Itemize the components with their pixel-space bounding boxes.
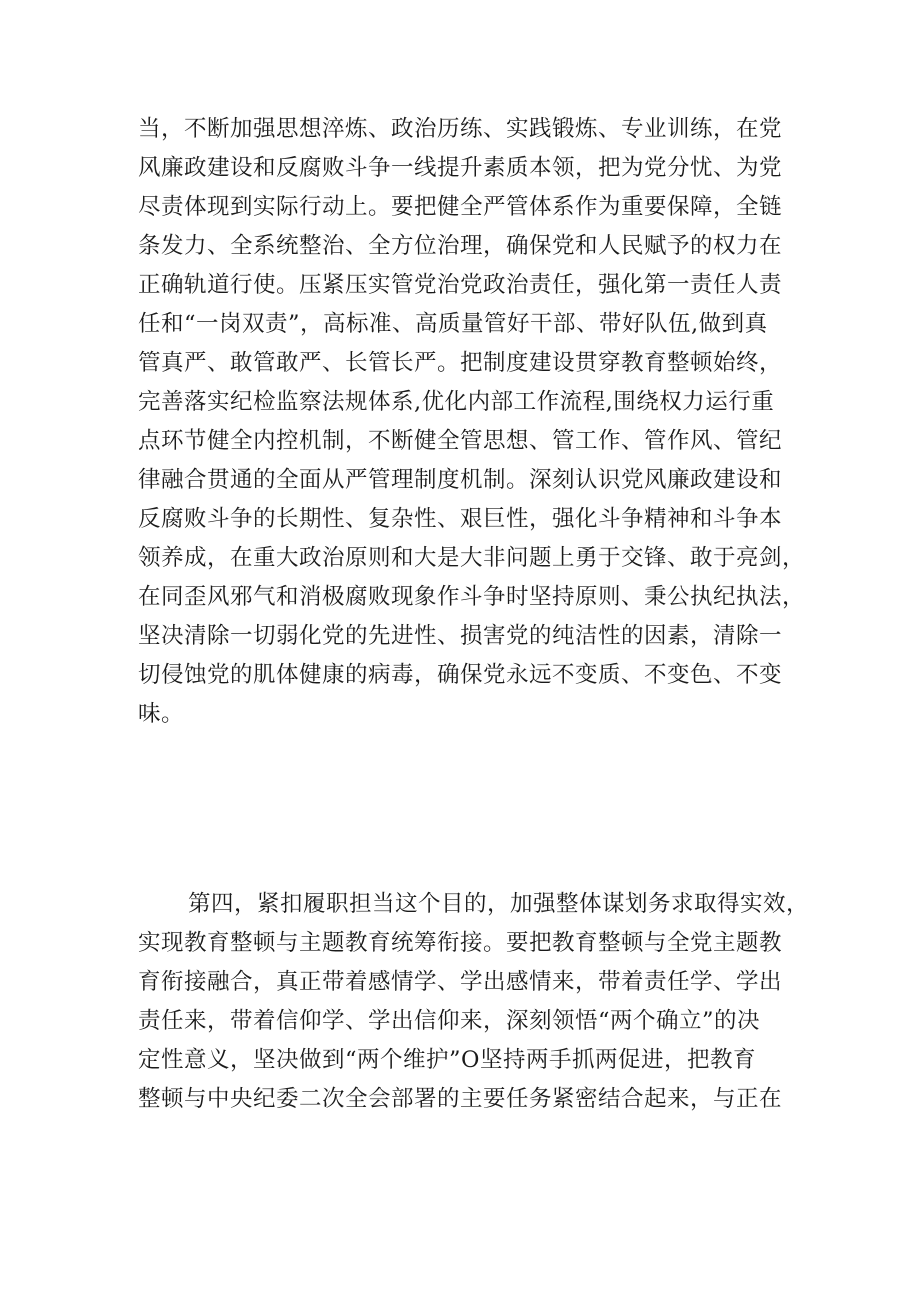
text-line: 切侵蚀党的肌体健康的病毒，确保党永远不变质、不变色、不变: [138, 662, 783, 688]
text-line: 条发力、全系统整治、全方位治理，确保党和人民赋予的权力在: [138, 233, 783, 259]
text-line: 点环节健全内控机制，不断健全管思想、管工作、管作风、管纪: [138, 428, 783, 454]
text-line: 反腐败斗争的长期性、复杂性、艰巨性，强化斗争精神和斗争本: [138, 506, 783, 532]
text-line: 在同歪风邪气和消极腐败现象作斗争时坚持原则、秉公执纪执法，: [138, 584, 806, 610]
text-line: 完善落实纪检监察法规体系,优化内部工作流程,围绕权力运行重: [138, 389, 775, 415]
paragraph-fourth-point: [138, 885, 810, 1119]
text-line: 整顿与中央纪委二次全会部署的主要任务紧密结合起来，与正在: [138, 1086, 783, 1112]
text-line: 领养成，在重大政治原则和大是大非问题上勇于交锋、敢于亮剑，: [138, 545, 806, 571]
text-line: 风廉政建设和反腐败斗争一线提升素质本领，把为党分忧、为党: [138, 155, 783, 181]
text-line: 责任来，带着信仰学、学出信仰来，深刻领悟“两个确立”的决: [138, 1008, 761, 1034]
text-line: 律融合贯通的全面从严管理制度机制。深刻认识党风廉政建设和: [138, 467, 783, 493]
text-line-first: 第四，紧扣履职担当这个目的，加强整体谋划务求取得实效，: [188, 891, 810, 917]
text-line: 坚决清除一切弱化党的先进性、损害党的纯洁性的因素，清除一: [138, 623, 783, 649]
text-line: 定性意义，坚决做到“两个维护”O坚持两手抓两促进，把教育: [138, 1047, 756, 1073]
paragraph-continued: [138, 110, 806, 734]
text-line: 育衔接融合，真正带着感情学、学出感情来，带着责任学、学出: [138, 969, 783, 995]
text-line: 当，不断加强思想淬炼、政治历练、实践锻炼、专业训练，在党: [138, 116, 783, 142]
text-line: 味。: [138, 701, 185, 727]
text-line: 实现教育整顿与主题教育统筹衔接。要把教育整顿与全党主题教: [138, 930, 783, 956]
text-line: 管真严、敢管敢严、长管长严。把制度建设贯穿教育整顿始终，: [138, 350, 783, 376]
text-line: 正确轨道行使。压紧压实管党治党政治责任，强化第一责任人责: [138, 272, 783, 298]
text-line: 尽责体现到实际行动上。要把健全严管体系作为重要保障，全链: [138, 194, 783, 220]
text-line: 任和“一岗双责”，高标准、高质量管好干部、带好队伍,做到真: [138, 311, 768, 337]
